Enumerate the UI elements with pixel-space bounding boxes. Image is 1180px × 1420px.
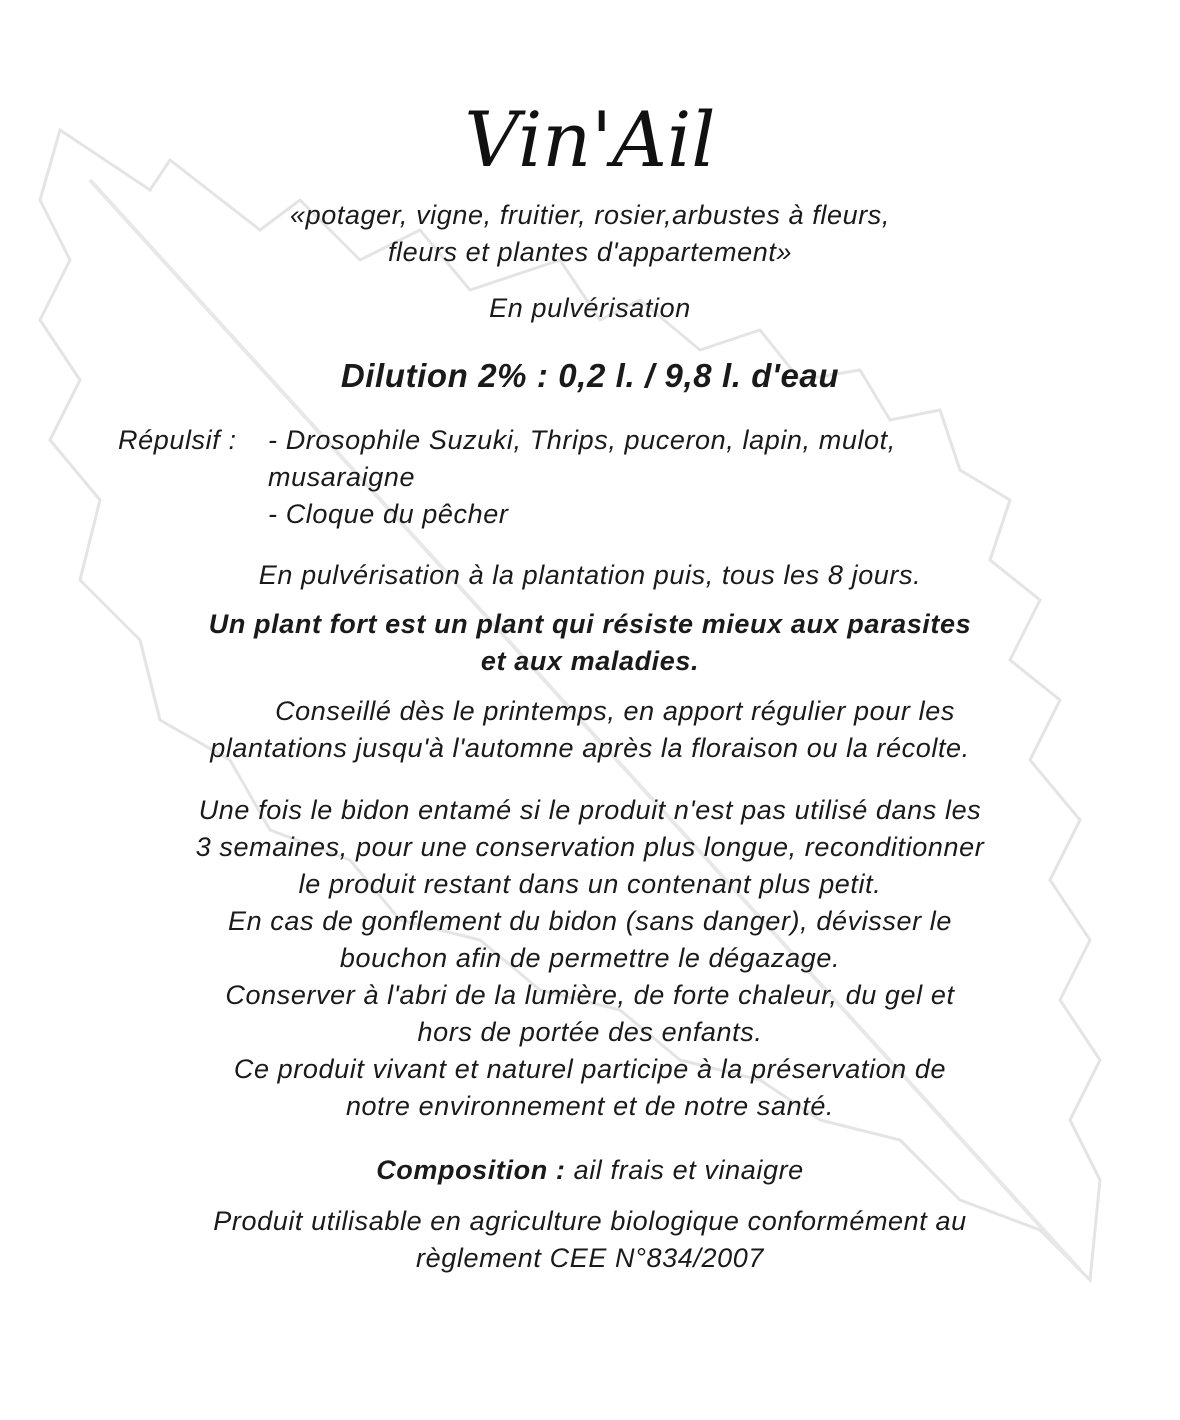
- usage-text: [0, 197, 1180, 271]
- repulsif-section: [118, 422, 896, 529]
- storage-text: [0, 792, 1180, 1125]
- motto-line: Un plant fort est un plant qui résiste mieux aux parasites: [208, 609, 972, 639]
- usage-line: fleurs et plantes d'appartement»: [387, 237, 793, 267]
- storage-line: Une fois le bidon entamé si le produit n'est pas utilisé dans les: [198, 795, 982, 825]
- frequency-text: En pulvérisation à la plantation puis, tous les 8 jours.: [258, 560, 922, 590]
- composition-value: ail frais et vinaigre: [565, 1155, 804, 1185]
- storage-line: 3 semaines, pour une conservation plus longue, reconditionner: [195, 832, 985, 862]
- storage-line: le produit restant dans un contenant plus petit.: [298, 869, 882, 899]
- motto-text: [0, 606, 1180, 680]
- storage-line: Conserver à l'abri de la lumière, de forte chaleur, du gel et: [225, 980, 955, 1010]
- repulsif-line: - Cloque du pêcher: [268, 499, 509, 529]
- method-text: En pulvérisation: [489, 293, 691, 323]
- storage-line: bouchon afin de permettre le dégazage.: [339, 943, 841, 973]
- advice-line: plantations jusqu'à l'automne après la floraison ou la récolte.: [210, 733, 970, 763]
- advice-text: [0, 693, 1180, 767]
- product-title: Vin'Ail: [464, 95, 716, 184]
- usage-line: «potager, vigne, fruitier, rosier,arbustes à fleurs,: [289, 200, 890, 230]
- repulsif-line: - Drosophile Suzuki, Thrips, puceron, lapin, mulot,: [268, 425, 896, 455]
- certification-line: Produit utilisable en agriculture biologique conformément au: [213, 1206, 967, 1236]
- motto-line: et aux maladies.: [480, 646, 700, 676]
- advice-line: Conseillé dès le printemps, en apport régulier pour les: [275, 696, 955, 726]
- storage-line: notre environnement et de notre santé.: [345, 1091, 835, 1121]
- certification-text: [0, 1203, 1180, 1277]
- repulsif-label: Répulsif :: [118, 425, 237, 455]
- dilution-text: Dilution 2% : 0,2 l. / 9,8 l. d'eau: [340, 357, 840, 394]
- composition-text: [0, 1152, 1180, 1189]
- storage-line: Ce produit vivant et naturel participe à la préservation de: [233, 1054, 947, 1084]
- storage-line: En cas de gonflement du bidon (sans danger), dévisser le: [227, 906, 952, 936]
- composition-label: Composition :: [376, 1155, 566, 1185]
- repulsif-line: musaraigne: [268, 462, 416, 492]
- storage-line: hors de portée des enfants.: [417, 1017, 763, 1047]
- certification-line: règlement CEE N°834/2007: [416, 1243, 764, 1273]
